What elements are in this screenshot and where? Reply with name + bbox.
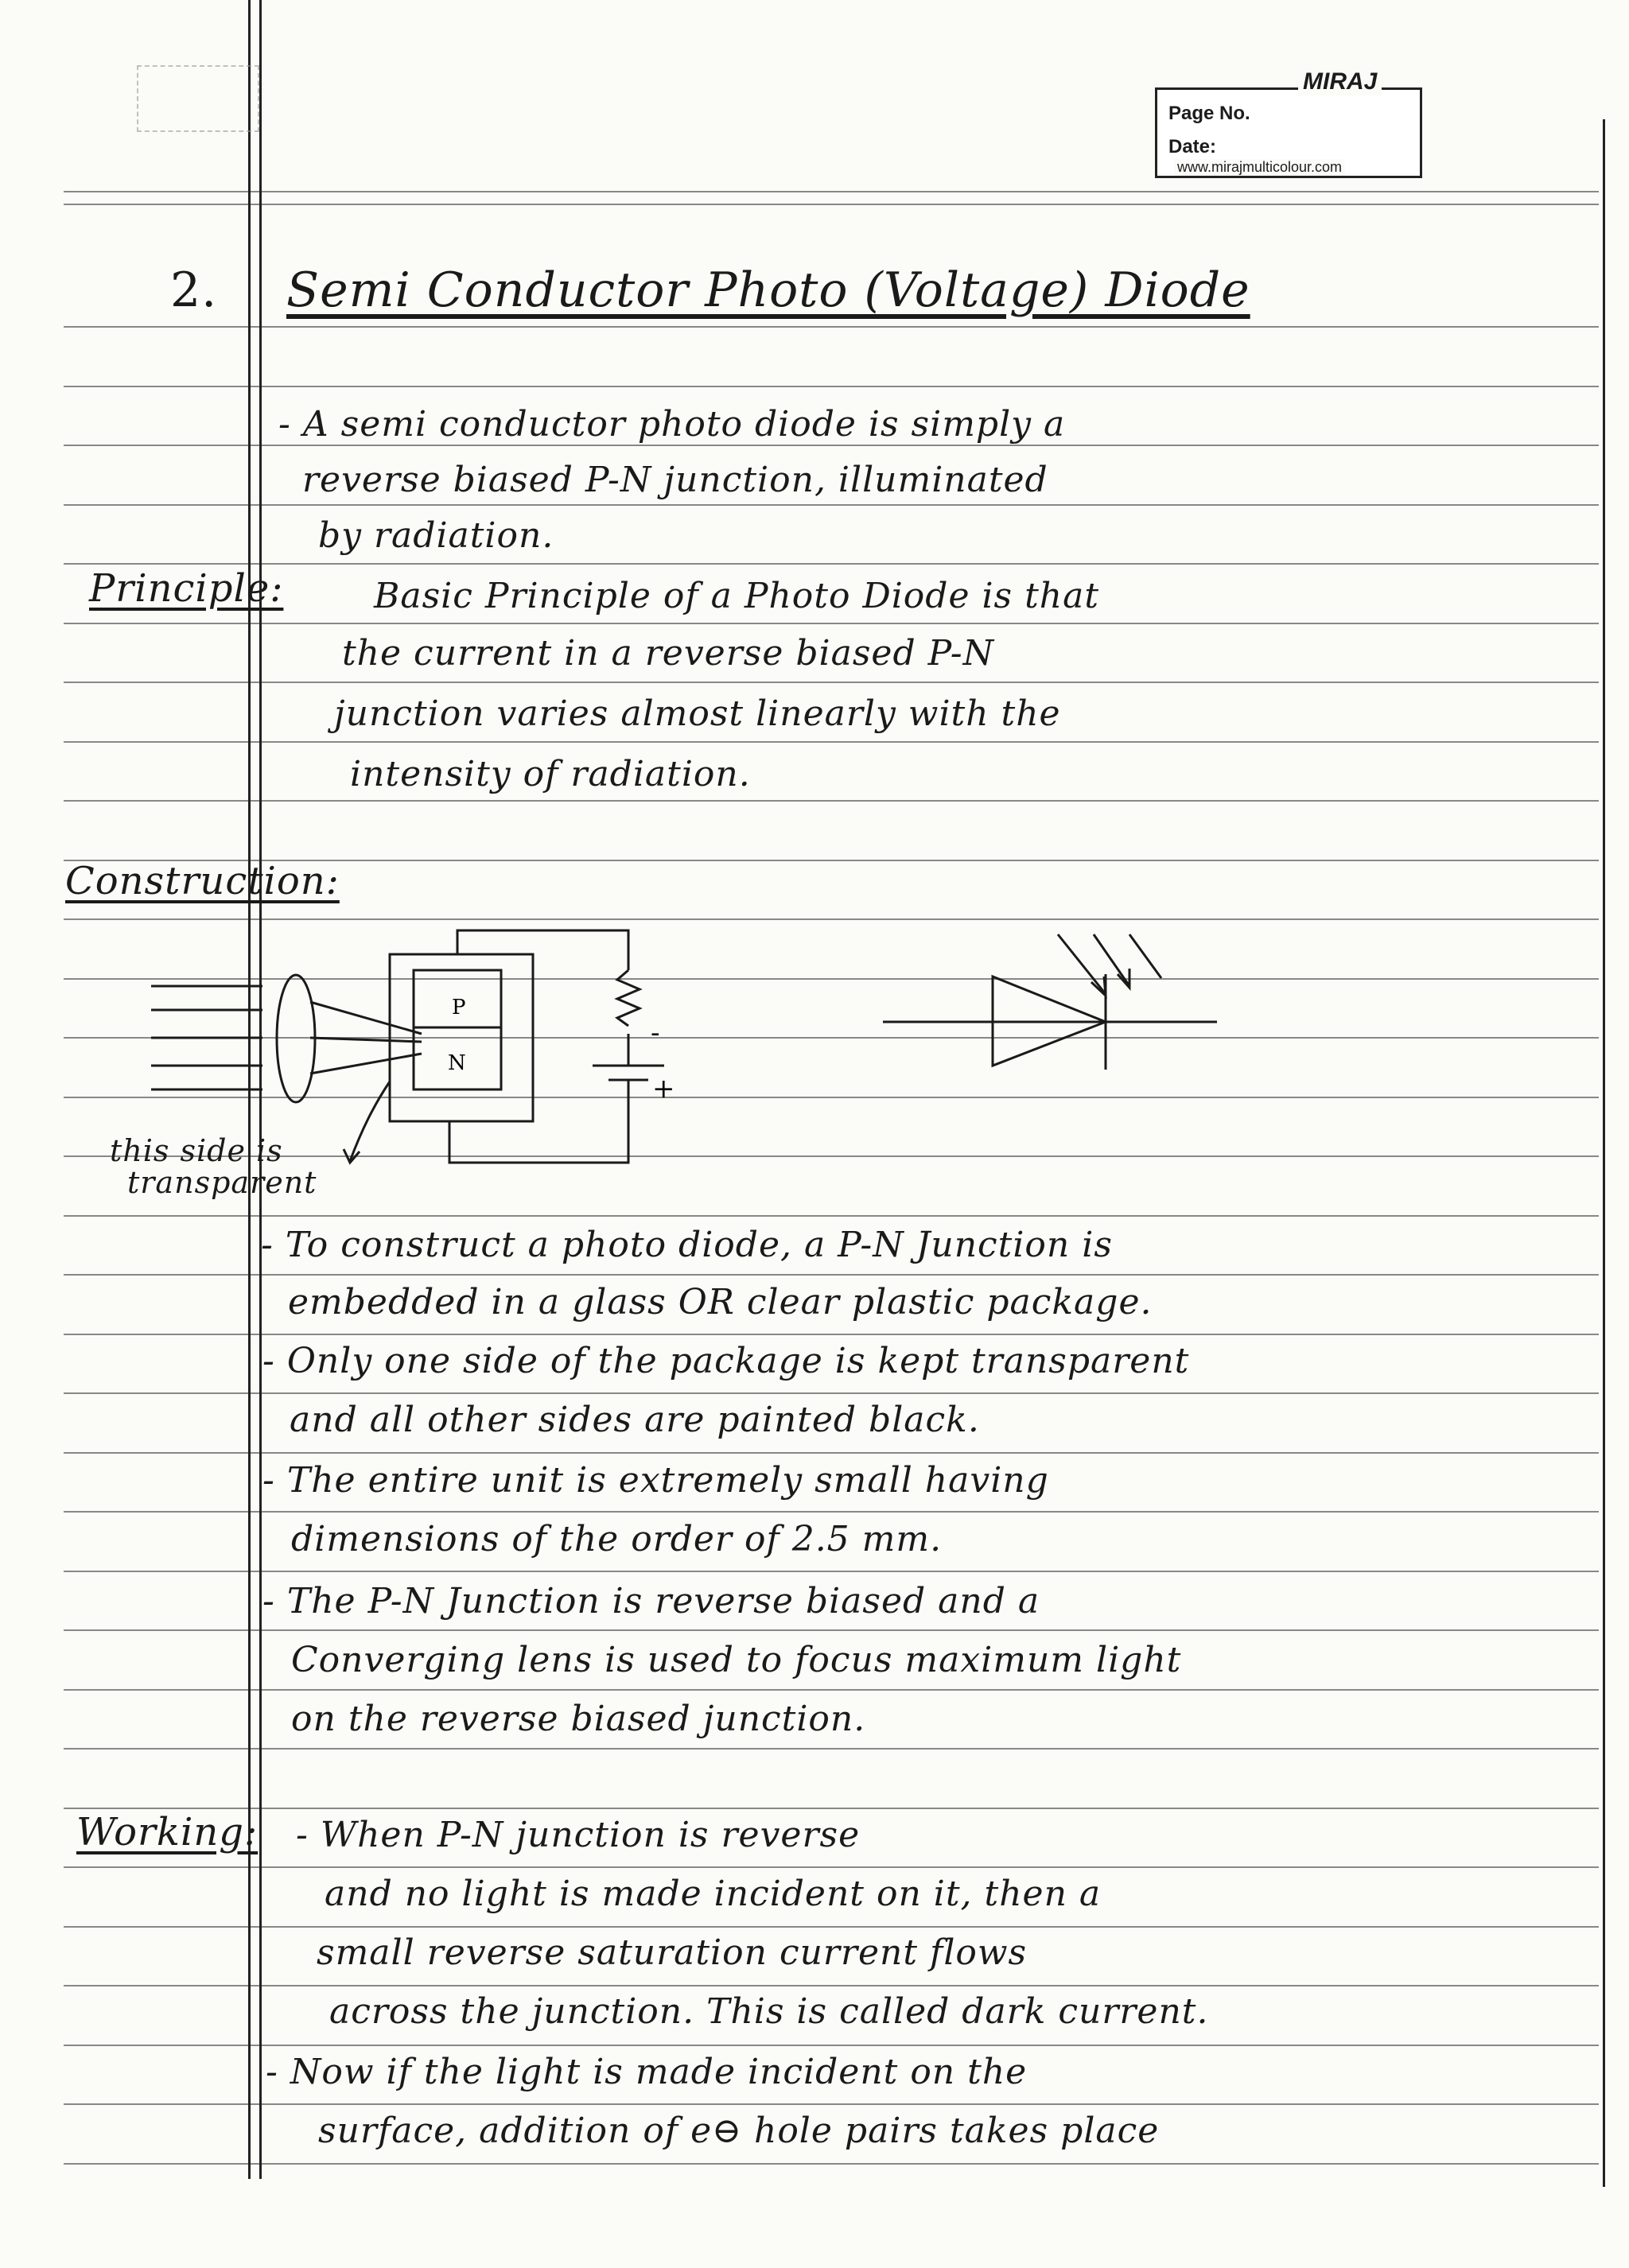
ruled-line xyxy=(64,741,1599,743)
plus-terminal-label: + xyxy=(652,1073,675,1105)
construction-line: embedded in a glass OR clear plastic package. xyxy=(288,1282,1153,1322)
construction-line: and all other sides are painted black. xyxy=(290,1400,980,1440)
ruled-line xyxy=(64,1571,1599,1572)
ruled-line xyxy=(64,1985,1599,1986)
glass-package xyxy=(390,954,533,1121)
photodiode-diagram xyxy=(0,907,1629,1256)
page-no-label: Page No. xyxy=(1168,103,1250,124)
ruled-line xyxy=(64,2103,1599,2105)
transparent-note: this side is xyxy=(110,1133,283,1168)
working-line: and no light is made incident on it, then a xyxy=(325,1874,1102,1914)
construction-heading: Construction: xyxy=(65,859,340,903)
ruled-line xyxy=(64,682,1599,683)
construction-line: dimensions of the order of 2.5 mm. xyxy=(291,1519,943,1559)
ruled-line xyxy=(64,800,1599,802)
ruled-line xyxy=(64,326,1599,328)
ruled-line xyxy=(64,1926,1599,1928)
principle-line: intensity of radiation. xyxy=(350,754,751,794)
working-line: - Now if the light is made incident on the xyxy=(266,2052,1028,2092)
working-line: small reverse saturation current flows xyxy=(317,1932,1028,1973)
construction-line: - Only one side of the package is kept transparent xyxy=(262,1341,1190,1381)
convex-lens-icon xyxy=(277,975,315,1102)
intro-line: reverse biased P-N junction, illuminated xyxy=(302,460,1048,500)
brand-logo: MIRAJ xyxy=(1298,68,1382,95)
ruled-line xyxy=(64,1511,1599,1513)
ruled-line xyxy=(64,1629,1599,1631)
ruled-line xyxy=(64,204,1599,205)
ruled-line xyxy=(64,504,1599,506)
construction-line: Converging lens is used to focus maximum light xyxy=(291,1640,1182,1680)
principle-line: the current in a reverse biased P-N xyxy=(342,633,995,674)
ruled-line xyxy=(64,623,1599,624)
ruled-line xyxy=(64,1452,1599,1454)
transparent-note: transparent xyxy=(127,1165,317,1200)
ruled-line xyxy=(64,1334,1599,1335)
intro-line: - A semi conductor photo diode is simply a xyxy=(278,404,1066,445)
ruled-line xyxy=(64,445,1599,446)
n-region-label: N xyxy=(448,1051,466,1075)
ruled-line xyxy=(64,1689,1599,1691)
principle-line: junction varies almost linearly with the xyxy=(334,693,1061,734)
ruled-line xyxy=(64,1808,1599,1809)
construction-line: - The P-N Junction is reverse biased and a xyxy=(262,1581,1040,1621)
working-line: across the junction. This is called dark current. xyxy=(329,1991,1209,2032)
working-line: surface, addition of e⊖ hole pairs takes place xyxy=(318,2111,1160,2151)
ruled-line xyxy=(64,191,1599,192)
minus-terminal-label: - xyxy=(651,1017,660,1049)
ruled-line xyxy=(64,2045,1599,2046)
light-rays-icon xyxy=(151,986,422,1089)
website-text: www.mirajmulticolour.com xyxy=(1174,159,1345,176)
p-region-label: P xyxy=(452,996,466,1019)
section-title: Semi Conductor Photo (Voltage) Diode xyxy=(286,262,1250,318)
ruled-line xyxy=(64,563,1599,565)
ruled-line xyxy=(64,1748,1599,1750)
construction-line: on the reverse biased junction. xyxy=(291,1699,866,1739)
working-heading: Working: xyxy=(76,1810,259,1854)
construction-line: - To construct a photo diode, a P-N Junction is xyxy=(261,1225,1113,1265)
section-number: 2. xyxy=(170,262,218,318)
working-line: - When P-N junction is reverse xyxy=(296,1815,861,1855)
faint-stamp xyxy=(137,65,259,132)
ruled-line xyxy=(64,1866,1599,1868)
construction-line: - The entire unit is extremely small having xyxy=(262,1460,1049,1501)
principle-line: Basic Principle of a Photo Diode is that xyxy=(374,576,1100,616)
ruled-line xyxy=(64,1392,1599,1394)
date-label: Date: xyxy=(1168,136,1217,157)
ruled-line xyxy=(64,386,1599,387)
ruled-line xyxy=(64,2163,1599,2165)
intro-line: by radiation. xyxy=(318,515,554,556)
ruled-line xyxy=(64,1274,1599,1276)
principle-heading: Principle: xyxy=(89,566,284,611)
